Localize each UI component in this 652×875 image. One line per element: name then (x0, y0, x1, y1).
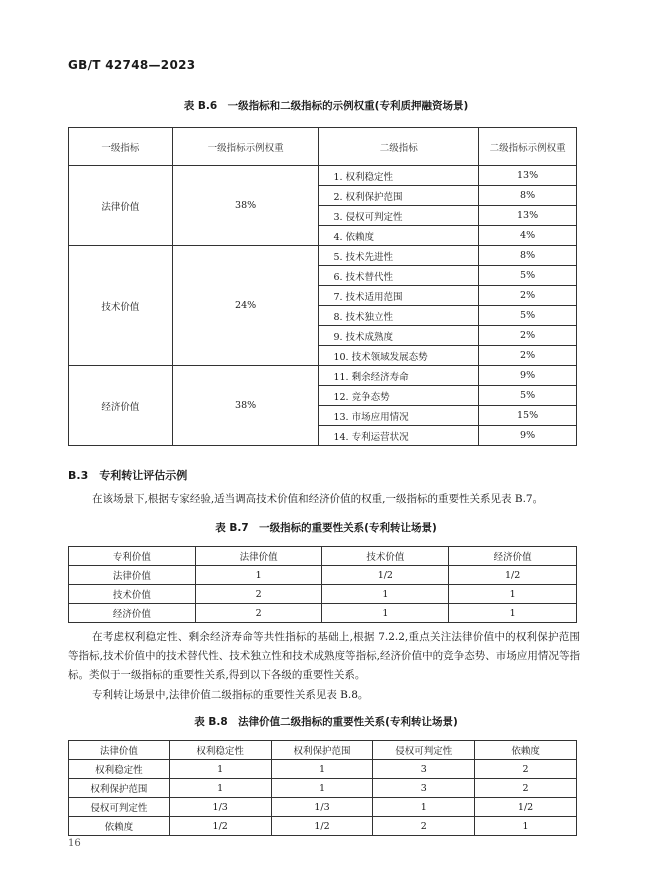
secondary-indicator: 9. 技术成熟度 (319, 326, 479, 346)
row-header: 技术价值 (69, 585, 196, 604)
table-cell: 2 (373, 817, 475, 836)
secondary-indicator: 3. 侵权可判定性 (319, 206, 479, 226)
secondary-weight: 13% (479, 206, 577, 226)
table-row (69, 366, 577, 386)
column-header: 一级指标示例权重 (172, 128, 319, 166)
table-row (69, 166, 577, 186)
secondary-weight: 5% (479, 386, 577, 406)
secondary-indicator: 11. 剩余经济寿命 (319, 366, 479, 386)
table-cell: 1 (271, 760, 373, 779)
column-header: 法律价值 (69, 741, 170, 760)
table-cell: 1 (195, 566, 322, 585)
table-cell: 1/2 (449, 566, 577, 585)
primary-indicator: 技术价值 (69, 246, 173, 366)
table-header-row (69, 128, 577, 166)
column-header: 权利稳定性 (169, 741, 271, 760)
table-row (69, 246, 577, 266)
table-row (69, 585, 577, 604)
secondary-indicator: 6. 技术替代性 (319, 266, 479, 286)
table-header-row (69, 741, 577, 760)
secondary-indicator: 10. 技术领域发展态势 (319, 346, 479, 366)
paragraph-b8-intro: 专利转让场景中,法律价值二级指标的重要性关系见表 B.8。 (92, 689, 369, 701)
row-header: 经济价值 (69, 604, 196, 623)
secondary-weight: 5% (479, 266, 577, 286)
standard-code: GB/T 42748—2023 (68, 58, 196, 72)
secondary-indicator: 7. 技术适用范围 (319, 286, 479, 306)
table-cell: 2 (195, 604, 322, 623)
table-row (69, 604, 577, 623)
table-cell: 2 (475, 779, 577, 798)
column-header: 权利保护范围 (271, 741, 373, 760)
table-b7-caption: 表 B.7 一级指标的重要性关系(专利转让场景) (215, 522, 437, 534)
secondary-weight: 2% (479, 326, 577, 346)
row-header: 法律价值 (69, 566, 196, 585)
primary-weight: 38% (172, 366, 319, 446)
table-cell: 3 (373, 760, 475, 779)
table-row (69, 798, 577, 817)
secondary-weight: 8% (479, 246, 577, 266)
primary-weight: 38% (172, 166, 319, 246)
secondary-weight: 13% (479, 166, 577, 186)
column-header: 依赖度 (475, 741, 577, 760)
column-header: 一级指标 (69, 128, 173, 166)
table-cell: 1 (449, 585, 577, 604)
table-cell: 2 (475, 760, 577, 779)
table-b8-caption: 表 B.8 法律价值二级指标的重要性关系(专利转让场景) (194, 716, 458, 728)
secondary-weight: 15% (479, 406, 577, 426)
table-cell: 1 (475, 817, 577, 836)
table-cell: 1 (449, 604, 577, 623)
column-header: 专利价值 (69, 547, 196, 566)
row-header: 权利稳定性 (69, 760, 170, 779)
table-cell: 1 (169, 760, 271, 779)
table-row (69, 760, 577, 779)
secondary-weight: 4% (479, 226, 577, 246)
secondary-weight: 8% (479, 186, 577, 206)
table-cell: 2 (195, 585, 322, 604)
row-header: 侵权可判定性 (69, 798, 170, 817)
secondary-weight: 9% (479, 366, 577, 386)
primary-indicator: 经济价值 (69, 366, 173, 446)
column-header: 法律价值 (195, 547, 322, 566)
secondary-indicator: 2. 权利保护范围 (319, 186, 479, 206)
column-header: 技术价值 (322, 547, 449, 566)
table-b8 (68, 740, 577, 836)
table-cell: 1/2 (169, 817, 271, 836)
column-header: 二级指标 (319, 128, 479, 166)
column-header: 二级指标示例权重 (479, 128, 577, 166)
secondary-indicator: 12. 竞争态势 (319, 386, 479, 406)
table-cell: 1/2 (322, 566, 449, 585)
section-heading-b3: B.3 专利转让评估示例 (68, 469, 188, 482)
table-cell: 1/3 (271, 798, 373, 817)
secondary-indicator: 4. 依赖度 (319, 226, 479, 246)
table-cell: 1 (322, 604, 449, 623)
paragraph-importance: 在考虑权利稳定性、剩余经济寿命等共性指标的基础上,根据 7.2.2,重点关注法律价值中的权利保护范围等指标,技术价值中的技术替代性、技术独立性和技术成熟度等指标,经济价值中的竞争态势、市场应用情况等指标。类似于一级指标的重要性关系,得到以下各级的重要性关系。 (68, 631, 580, 681)
secondary-indicator: 13. 市场应用情况 (319, 406, 479, 426)
secondary-indicator: 14. 专利运营状况 (319, 426, 479, 446)
row-header: 权利保护范围 (69, 779, 170, 798)
column-header: 经济价值 (449, 547, 577, 566)
table-b7 (68, 546, 577, 623)
table-cell: 3 (373, 779, 475, 798)
table-header-row (69, 547, 577, 566)
secondary-indicator: 5. 技术先进性 (319, 246, 479, 266)
table-cell: 1 (373, 798, 475, 817)
secondary-weight: 5% (479, 306, 577, 326)
table-cell: 1/2 (271, 817, 373, 836)
primary-indicator: 法律价值 (69, 166, 173, 246)
secondary-weight: 9% (479, 426, 577, 446)
table-row (69, 779, 577, 798)
table-cell: 1 (169, 779, 271, 798)
page-number: 16 (68, 838, 81, 849)
table-cell: 1 (271, 779, 373, 798)
table-row (69, 817, 577, 836)
secondary-indicator: 1. 权利稳定性 (319, 166, 479, 186)
table-b6-caption: 表 B.6 一级指标和二级指标的示例权重(专利质押融资场景) (183, 100, 469, 112)
table-row (69, 566, 577, 585)
secondary-weight: 2% (479, 286, 577, 306)
table-cell: 1/2 (475, 798, 577, 817)
secondary-indicator: 8. 技术独立性 (319, 306, 479, 326)
primary-weight: 24% (172, 246, 319, 366)
row-header: 依赖度 (69, 817, 170, 836)
section-b3-paragraph: 在该场景下,根据专家经验,适当调高技术价值和经济价值的权重,一级指标的重要性关系见表 B.7。 (92, 493, 544, 505)
table-b6 (68, 127, 577, 446)
table-cell: 1 (322, 585, 449, 604)
table-cell: 1/3 (169, 798, 271, 817)
column-header: 侵权可判定性 (373, 741, 475, 760)
secondary-weight: 2% (479, 346, 577, 366)
